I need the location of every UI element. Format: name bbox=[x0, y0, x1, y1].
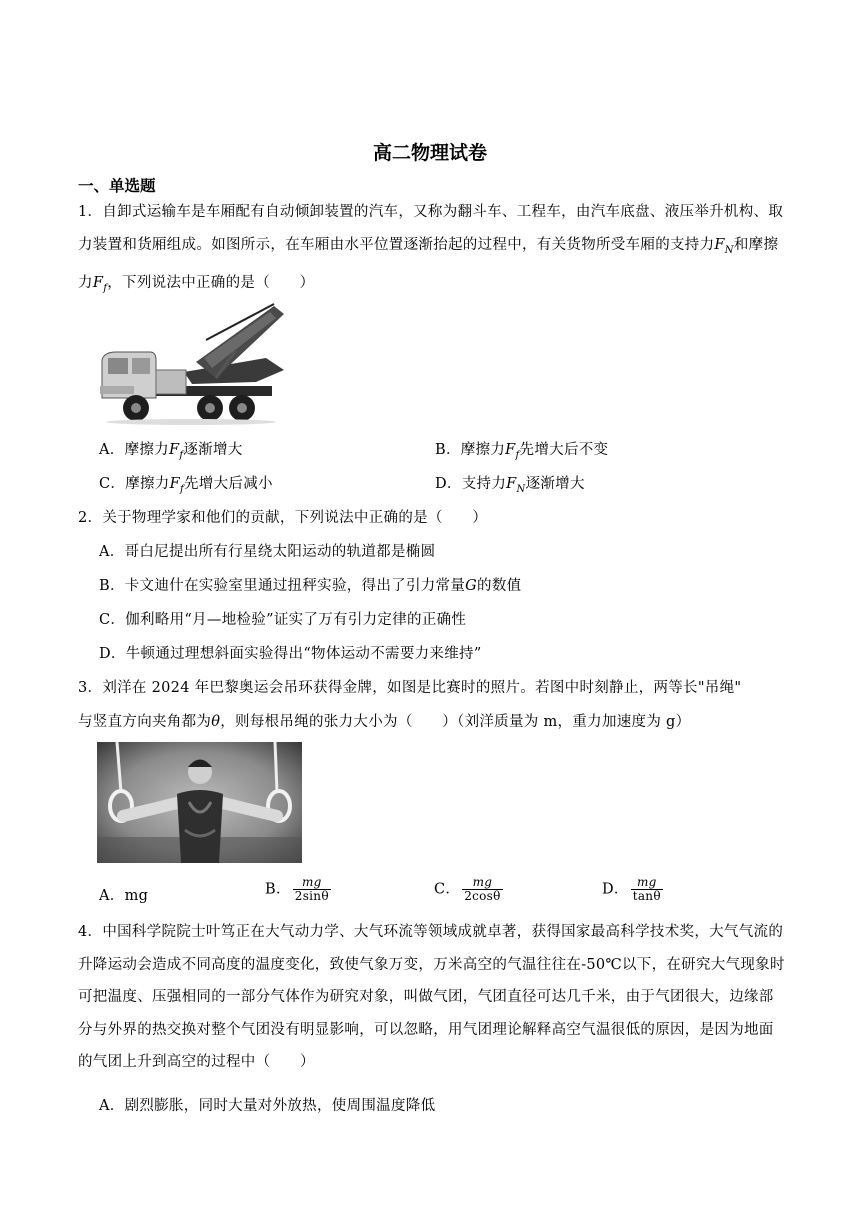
dump-truck-image bbox=[96, 300, 286, 426]
gymnast-rings-photo bbox=[97, 742, 302, 863]
section-heading: 一、单选题 bbox=[78, 177, 156, 195]
question-3-option-c[interactable]: C． $\frac{mg}{2\cos\theta}$ bbox=[434, 875, 501, 903]
question-2-option-c[interactable]: C．伽利略用“月—地检验”证实了万有引力定律的正确性 bbox=[99, 612, 467, 628]
question-3-option-a[interactable]: A．mg bbox=[99, 888, 149, 904]
question-1-option-a[interactable]: A．摩擦力$F_f$逐渐增大 bbox=[99, 442, 243, 461]
fraction-d: $\frac{mg}{\tan\theta}$ bbox=[632, 875, 661, 903]
fraction-c: $\frac{mg}{2\cos\theta}$ bbox=[464, 875, 501, 903]
question-1-stem: 1．自卸式运输车是车厢配有自动倾卸装置的汽车，又称为翻斗车、工程车，由汽车底盘、液压举升机构、取力装置和货厢组成。如图所示，在车厢由水平位置逐渐抬起的过程中，有关货物所受车厢的支持力$F_N$和摩擦力$F_f$，下列说法中正确的是（ ） bbox=[78, 204, 784, 294]
question-2-option-b[interactable]: B．卡文迪什在实验室里通过扭秤实验，得出了引力常量G的数值 bbox=[99, 578, 522, 594]
question-3-option-b[interactable]: B． $\frac{mg}{2\sin\theta}$ bbox=[265, 875, 329, 903]
question-4-stem: 4．中国科学院院士叶笃正在大气动力学、大气环流等领域成就卓著，获得国家最高科学技术奖，大气气流的升降运动会造成不同高度的温度变化，致使气象万变，万米高空的气温往往在-50℃以下，在研究大气现象时可把温度、压强相同的一部分气体作为研究对象，叫做气团，气团直径可达几千米，由于气团很大，边缘部分与外界的热交换对整个气团没有明显影响，可以忽略，用气团理论解释高空气温很低的原因，是因为地面的气团上升到高空的过程中（ ） bbox=[78, 924, 785, 1070]
fraction-b: $\frac{mg}{2\sin\theta}$ bbox=[294, 875, 329, 903]
question-1-option-b[interactable]: B．摩擦力$F_f$先增大后不变 bbox=[435, 442, 609, 461]
page-title: 高二物理试卷 bbox=[372, 142, 487, 164]
question-2-option-d[interactable]: D．牛顿通过理想斜面实验得出“物体运动不需要力来维持” bbox=[99, 646, 482, 662]
question-3-stem-line-2: 与竖直方向夹角都为θ，则每根吊绳的张力大小为（ ）（刘洋质量为 m，重力加速度为 g） bbox=[78, 714, 691, 730]
question-2-option-a[interactable]: A．哥白尼提出所有行星绕太阳运动的轨道都是椭圆 bbox=[99, 544, 436, 560]
question-3-option-d[interactable]: D． $\frac{mg}{\tan\theta}$ bbox=[602, 875, 661, 903]
question-3-stem-line-1: 3．刘洋在 2024 年巴黎奥运会吊环获得金牌，如图是比赛时的照片。若图中时刻静止，两等长"吊绳" bbox=[78, 680, 742, 696]
question-1-option-c[interactable]: C．摩擦力$F_f$先增大后减小 bbox=[99, 476, 273, 495]
question-2-stem: 2．关于物理学家和他们的贡献，下列说法中正确的是（ ） bbox=[78, 510, 488, 526]
question-1-option-d[interactable]: D．支持力$F_N$逐渐增大 bbox=[435, 476, 585, 495]
question-4-option-a[interactable]: A．剧烈膨胀，同时大量对外放热，使周围温度降低 bbox=[99, 1098, 436, 1114]
